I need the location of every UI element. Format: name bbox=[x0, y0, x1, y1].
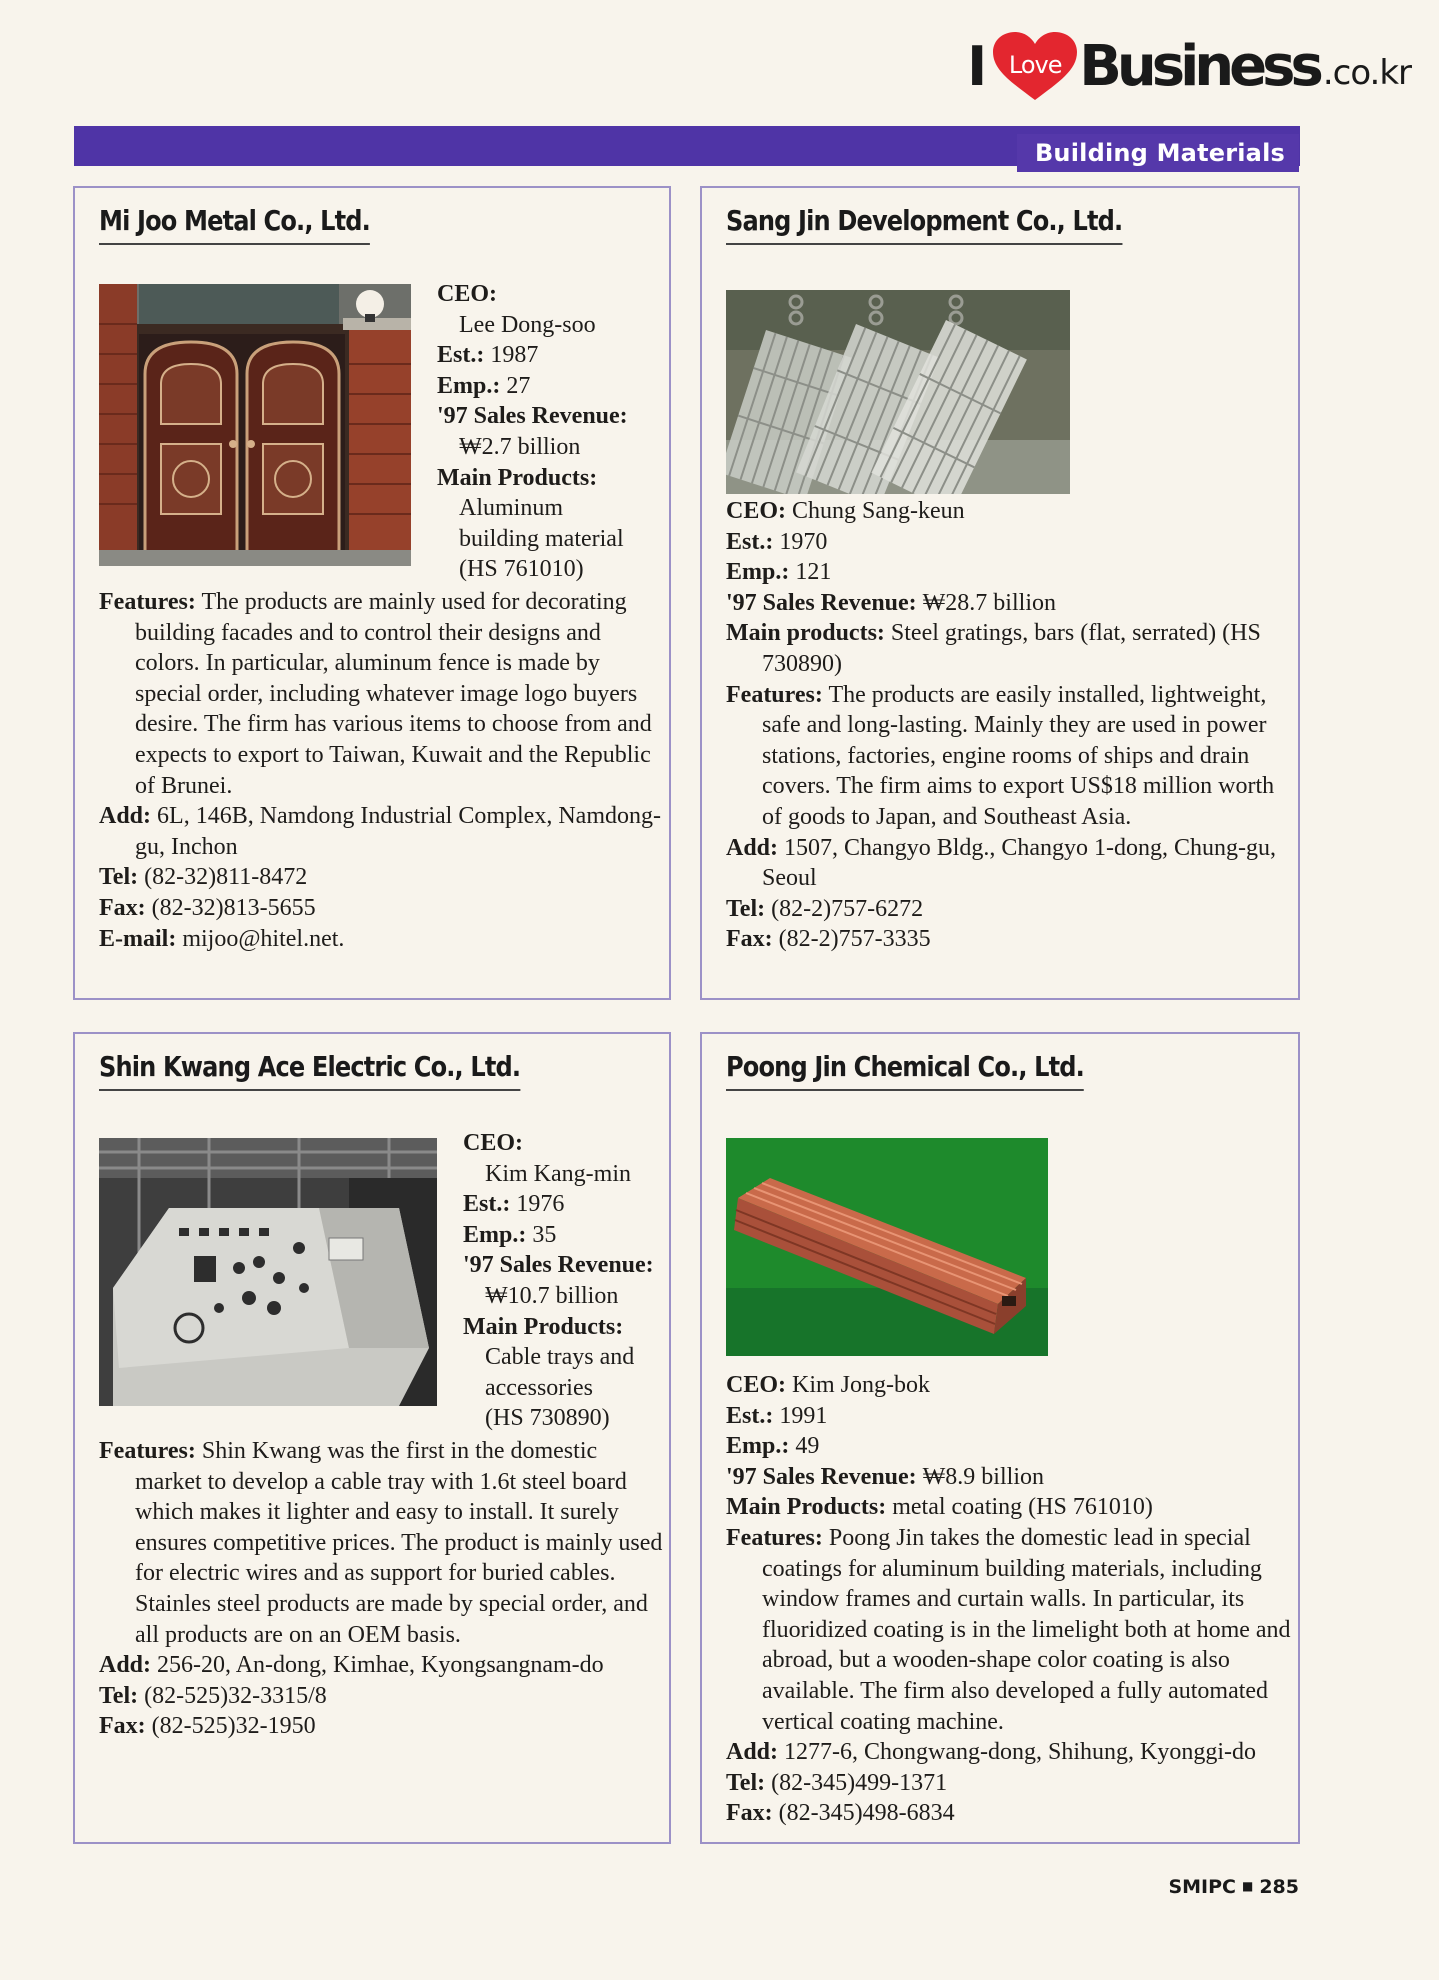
sales-label: '97 Sales Revenue: bbox=[726, 589, 917, 616]
products-line bbox=[726, 618, 1296, 679]
tel-value: (82-2)757-6272 bbox=[771, 895, 924, 922]
emp-value: 121 bbox=[795, 559, 832, 586]
products-label: Main products: bbox=[726, 620, 885, 647]
tel-line bbox=[99, 1681, 669, 1712]
products-line: building material bbox=[459, 525, 624, 552]
sales-line bbox=[726, 588, 1296, 619]
products-line: accessories bbox=[485, 1374, 593, 1401]
est-value: 1970 bbox=[779, 528, 828, 555]
add-value: 256-20, An-dong, Kimhae, Kyongsangnam-do bbox=[157, 1652, 604, 1679]
sales-label: '97 Sales Revenue: bbox=[726, 1463, 917, 1490]
est-label: Est.: bbox=[437, 342, 485, 369]
emp-line bbox=[726, 557, 1296, 588]
company-name: Shin Kwang Ace Electric Co., Ltd. bbox=[99, 1050, 520, 1091]
separator-icon: ■ bbox=[1241, 1879, 1254, 1893]
ceo-value: Kim Kang-min bbox=[485, 1160, 631, 1187]
steel-gratings-photo bbox=[726, 290, 1070, 494]
products-label: Main Products: bbox=[726, 1494, 887, 1521]
site-logo bbox=[967, 30, 1411, 102]
fax-value: (82-32)813-5655 bbox=[151, 894, 316, 921]
address-line bbox=[726, 1737, 1296, 1768]
company-name: Poong Jin Chemical Co., Ltd. bbox=[726, 1050, 1084, 1091]
section-label: Building Materials bbox=[1017, 134, 1299, 172]
logo-i: I bbox=[967, 34, 986, 98]
add-value: 1507, Changyo Bldg., Changyo 1-dong, Chung-gu, Seoul bbox=[762, 834, 1277, 892]
address-line bbox=[99, 1650, 669, 1681]
logo-tld: .co.kr bbox=[1322, 53, 1411, 93]
fax-value: (82-345)498-6834 bbox=[778, 1800, 955, 1827]
company-facts bbox=[437, 279, 628, 585]
page-footer bbox=[1168, 1876, 1299, 1898]
fax-label: Fax: bbox=[726, 926, 773, 953]
products-line: Cable trays and bbox=[485, 1344, 635, 1371]
email-value: mijoo@hitel.net. bbox=[182, 925, 345, 952]
features-label: Features: bbox=[99, 1438, 196, 1464]
fax-label: Fax: bbox=[99, 1713, 146, 1740]
tel-value: (82-525)32-3315/8 bbox=[144, 1682, 327, 1709]
company-name: Sang Jin Development Co., Ltd. bbox=[726, 204, 1122, 245]
tel-label: Tel: bbox=[726, 1769, 766, 1796]
company-card-poongjin bbox=[700, 1032, 1300, 1844]
ceo-value: Chung Sang-keun bbox=[792, 498, 965, 524]
est-label: Est.: bbox=[726, 1402, 774, 1429]
est-value: 1991 bbox=[779, 1402, 828, 1429]
company-card-sangjin bbox=[700, 186, 1300, 1000]
tel-line bbox=[726, 894, 1296, 925]
products-label: Main Products: bbox=[437, 464, 598, 491]
features-paragraph bbox=[99, 587, 669, 801]
est-line bbox=[726, 527, 1296, 558]
ceo-line bbox=[726, 496, 1296, 527]
products-line: (HS 761010) bbox=[459, 556, 584, 583]
add-label: Add: bbox=[99, 1652, 152, 1679]
fax-value: (82-525)32-1950 bbox=[151, 1713, 316, 1740]
ornamental-gate-photo bbox=[99, 284, 411, 566]
add-label: Add: bbox=[726, 1739, 779, 1766]
fax-line bbox=[726, 924, 1296, 955]
sales-label: '97 Sales Revenue: bbox=[437, 403, 628, 430]
est-value: 1987 bbox=[490, 342, 539, 369]
company-details bbox=[726, 496, 1296, 955]
sales-label: '97 Sales Revenue: bbox=[463, 1252, 654, 1279]
tel-line bbox=[726, 1768, 1296, 1799]
company-card-shinkwang bbox=[73, 1032, 671, 1844]
features-text: The products are mainly used for decorating building facades and to control their designs and colors. In particular, aluminum fence is made by special order, including whatever image logo buyers desire. The firm has various items to choose from and expects to export to Taiwan, Kuwait and the Republic of Brunei. bbox=[135, 589, 652, 799]
sales-value: ₩2.7 billion bbox=[459, 433, 581, 460]
ceo-label: CEO: bbox=[726, 1372, 786, 1398]
products-label: Main Products: bbox=[463, 1313, 624, 1340]
products-line bbox=[726, 1492, 1296, 1523]
logo-business: Business bbox=[1079, 33, 1319, 99]
products-line: Aluminum bbox=[459, 495, 564, 522]
company-card-mijoo bbox=[73, 186, 671, 1000]
products-value: metal coating (HS 761010) bbox=[892, 1494, 1153, 1521]
fax-line bbox=[726, 1798, 1296, 1829]
email-line bbox=[99, 924, 669, 955]
publication-name: SMIPC bbox=[1168, 1876, 1236, 1898]
emp-label: Emp.: bbox=[726, 1433, 790, 1460]
add-label: Add: bbox=[726, 834, 779, 861]
address-line bbox=[726, 833, 1296, 894]
ceo-label: CEO: bbox=[437, 281, 497, 307]
features-paragraph bbox=[726, 680, 1296, 833]
est-line bbox=[726, 1401, 1296, 1432]
emp-value: 49 bbox=[795, 1433, 820, 1460]
products-value: Steel gratings, bars (flat, serrated) (HS 730890) bbox=[762, 620, 1261, 677]
company-name: Mi Joo Metal Co., Ltd. bbox=[99, 204, 370, 245]
ceo-label: CEO: bbox=[726, 498, 786, 524]
add-label: Add: bbox=[99, 803, 152, 830]
emp-label: Emp.: bbox=[437, 372, 501, 399]
features-paragraph bbox=[726, 1523, 1296, 1737]
emp-label: Emp.: bbox=[463, 1221, 527, 1248]
features-label: Features: bbox=[726, 681, 823, 708]
tel-label: Tel: bbox=[99, 1682, 139, 1709]
email-label: E-mail: bbox=[99, 925, 177, 952]
features-text: The products are easily installed, lightweight, safe and long-lasting. Mainly they are used in power stations, factories, engine rooms of ships and drain covers. The firm aims to export US$18 million worth of goods to Japan, and Southeast Asia. bbox=[762, 681, 1275, 830]
sales-value: ₩10.7 billion bbox=[485, 1282, 619, 1309]
ceo-line bbox=[726, 1370, 1296, 1401]
sales-value: ₩8.9 billion bbox=[922, 1463, 1044, 1490]
company-details bbox=[726, 1370, 1296, 1829]
est-label: Est.: bbox=[463, 1191, 511, 1218]
features-text: Poong Jin takes the domestic lead in special coatings for aluminum building materials, including window frames and curtain walls. In particular, its fluoridized coating is in the limelight both at home and abroad, but a wooden-shape color coating is also available. The firm also developed a fully automated vertical coating machine. bbox=[762, 1524, 1291, 1735]
fax-label: Fax: bbox=[726, 1800, 773, 1827]
sales-line bbox=[726, 1462, 1296, 1493]
features-label: Features: bbox=[99, 589, 196, 615]
emp-label: Emp.: bbox=[726, 559, 790, 586]
emp-value: 27 bbox=[506, 372, 531, 399]
fax-label: Fax: bbox=[99, 894, 146, 921]
tel-line bbox=[99, 862, 669, 893]
emp-value: 35 bbox=[532, 1221, 557, 1248]
tel-value: (82-345)499-1371 bbox=[771, 1769, 948, 1796]
products-line: (HS 730890) bbox=[485, 1405, 610, 1432]
tel-label: Tel: bbox=[99, 864, 139, 891]
sales-value: ₩28.7 billion bbox=[922, 589, 1056, 616]
emp-line bbox=[726, 1431, 1296, 1462]
est-label: Est.: bbox=[726, 528, 774, 555]
coated-aluminum-profile-photo bbox=[726, 1138, 1048, 1356]
features-paragraph bbox=[99, 1436, 669, 1650]
ceo-label: CEO: bbox=[463, 1130, 523, 1156]
company-details bbox=[99, 1436, 669, 1742]
heart-icon bbox=[991, 30, 1079, 102]
est-value: 1976 bbox=[516, 1191, 565, 1218]
tel-value: (82-32)811-8472 bbox=[144, 864, 308, 891]
company-details bbox=[99, 587, 669, 954]
address-line bbox=[99, 801, 669, 862]
fax-line bbox=[99, 1711, 669, 1742]
ceo-value: Lee Dong-soo bbox=[459, 311, 596, 338]
company-facts bbox=[463, 1128, 654, 1434]
logo-heart-text: Love bbox=[1008, 51, 1062, 79]
page-number: 285 bbox=[1259, 1876, 1299, 1898]
features-label: Features: bbox=[726, 1524, 823, 1551]
features-text: Shin Kwang was the first in the domestic market to develop a cable tray with 1.6t steel board which makes it lighter and easy to install. It surely ensures competitive prices. The product is mainly used for electric wires and as support for buried cables. Stainles steel products are made by special order, and all products are on an OEM basis. bbox=[135, 1438, 663, 1648]
tel-label: Tel: bbox=[726, 895, 766, 922]
add-value: 1277-6, Chongwang-dong, Shihung, Kyonggi-do bbox=[784, 1739, 1257, 1766]
cable-tray-machine-photo bbox=[99, 1138, 437, 1406]
ceo-value: Kim Jong-bok bbox=[792, 1372, 930, 1398]
add-value: 6L, 146B, Namdong Industrial Complex, Namdong-gu, Inchon bbox=[135, 803, 661, 860]
fax-value: (82-2)757-3335 bbox=[778, 926, 931, 953]
fax-line bbox=[99, 893, 669, 924]
